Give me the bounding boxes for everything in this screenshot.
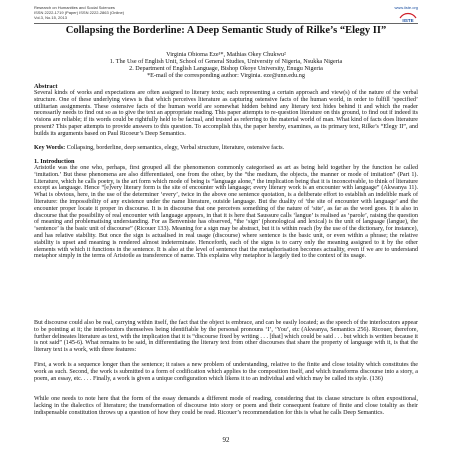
page-number: 92 bbox=[222, 436, 230, 444]
iiste-logo bbox=[398, 11, 418, 23]
journal-header bbox=[34, 5, 418, 23]
keywords-line bbox=[34, 145, 418, 152]
keywords-label: Key Words: bbox=[34, 145, 66, 151]
abstract-heading: Abstract bbox=[34, 83, 58, 90]
intro-paragraph-1: Aristotle was the one who, perhaps, first grouped all the phenomenon commonly categorised as art as being held together by the function he called ‘imitation.’ But these phenomena are also differentiated, one from the other, by the “the medium, the objects, the manner or mode of imitation” (Part 1). Literature, which he calls poetry, is the art form which mode of being is “language alone,” the implication being that it is inconceivable, to think of literature except as language. Hence “[e]very literary form is the site of encounter with language; every literary work is an encounter with language” (Akwanya 11). What is obvious, here, in the use of the determiner ‘every’, twice in the above one sentence quotation, is a deliberate effort to establish an indelible mark of literature: the impossibility of any existence under the name literature, outside language. But the duality of ‘the site of encounter with language’ and the encounter proper locate it proper in discourse. It is in discourse that one perceives something of the nature of ‘site’, as far as the word goes. It is also in discourse that the possibility of real encounter with language appears, in that it is here that Saussure calls ‘langue’ is realised as ‘parole’, raising the question of meaning and problematising understanding. For as Benveniste has observed, “the ‘sign’ (phonological and lexical) is the unit of language (langue), the ‘sentence’ is the basic unit of discourse” (Ricouer 133). Meaning for a sign may be abstract, but it is within reach (by the use of the dictionary, for instance), and has relative stability. But once the sign is actualised in real usage (discourse) where sentence is the basic unit, or even within a phrase; the relative stability is upset and meaning is rendered almost indeterminate. Henceforth, each of the signs is to carry only the meaning assigned to it by the other elements with which it functions in the sentence. It is also at the level of sentence that the metaphorisation becomes actuality, even if we are to understand metaphor simply in the terms of Aristotle as transference of name. This explains why metaphor is largely tied to the context of its usage. bbox=[34, 165, 418, 260]
corresponding-email: *E-mail of the corresponding author: Virginia. eze@unn.edu.ng bbox=[147, 72, 305, 79]
journal-url-block bbox=[394, 5, 418, 10]
journal-issn: ISSN 2222-1719 (Paper) ISSN 2222-2863 (Online) bbox=[34, 10, 125, 15]
affiliation-2: 2. Department of English Language, Bishop Okoye University, Enugu Nigeria bbox=[129, 65, 323, 72]
journal-name: Research on Humanities and Social Sciences bbox=[34, 5, 115, 10]
author-block bbox=[34, 51, 418, 79]
intro-paragraph-3: First, a work is a sequence longer than the sentence; it raises a new problem of understanding, relative to the finite and close totality which constitutes the work as such. Second, the work is submitted to a form of codification which applies to the composition itself, and which transforms discourse into a story, a poem, an essay, etc. . . . Finally, a work is given a unique configuration which likens it to an individual and which may be called its style. (136) bbox=[34, 362, 418, 382]
author-names: Virginia Obioma Eze¹*, Mathias Okey Chukwu² bbox=[166, 51, 286, 58]
intro-paragraph-2: But discourse could also be real, carrying within itself, the fact that the object is embrace, and can be easily located; as the speech of the interlocutors appear to be pointing at it; the interlocutors themselves being identifiable by the personal pronouns ‘I’, ‘You’, etc (Akwanya, Semantics 256). Ricouer, therefore, further delineates literature as text, with the implication that it is “discourse fixed by writing . . . [that] which could be said . . . but which is written because it is not said” (145-6). What remains to be said, in differentiating the literary text from other discourses that share the property of language with it, is that the literary text is a work, with three features: bbox=[34, 320, 418, 354]
journal-url[interactable]: www.iiste.org bbox=[394, 5, 418, 10]
journal-volume: Vol.3, No.15, 2013 bbox=[34, 15, 67, 20]
paper-title: Collapsing the Borderline: A Deep Semantic Study of Rilke’s “Elegy II” bbox=[65, 25, 387, 36]
abstract-text: Several kinds of works and expectations are often assigned to literary texts; each representing a certain approach and view(s) of the nature of the verbal structure. One of these underlying views is that which perceives literature as capturing ostensive facts of the human world, in order to fulfill ‘specified’ utilitarian assignments. These ostensive facts of the human world are somewhat hidden behind any literary text hides behind it and which the reader necessarily needs to find out so as to give the text an appropriate reading. This paper attempts to re-question literature on this ground, to find out if indeed its visions are reliable; if its words could be rightfully held to be factual, and trusted as referring to the material world of man. What kind of facts does literature present? This paper attempts to provide answers to this question. To accomplish this, the paper hereby, examines, as its primary text, Rilke’s “Elegy II”, and builds its arguments based on Paul Ricoeur’s Deep Semantics. bbox=[34, 90, 418, 137]
header-rule bbox=[34, 23, 418, 24]
introduction-heading: 1. Introduction bbox=[34, 158, 75, 165]
logo-text: IISTE bbox=[402, 18, 414, 23]
affiliation-1: 1. The Use of English Unit, School of General Studies, University of Nigeria, Nsukka Nigeria bbox=[109, 58, 343, 65]
intro-paragraph-4: While one needs to note here that the form of the essay demands a different mode of reading, considering that its clause structure is often expositional, lacking in the dialectics of literature; the transformation of discourse into story or poem and their consequent feature of finite and close totality as their indispensable constitution throws up a question of how they could be read. Ricouer’s recommendation for this is what he calls Deep Semantics. bbox=[34, 396, 418, 416]
keywords-text: Collapsing, borderline, deep semantics, elegy, Verbal structure, literature, ostensive facts. bbox=[66, 145, 285, 151]
